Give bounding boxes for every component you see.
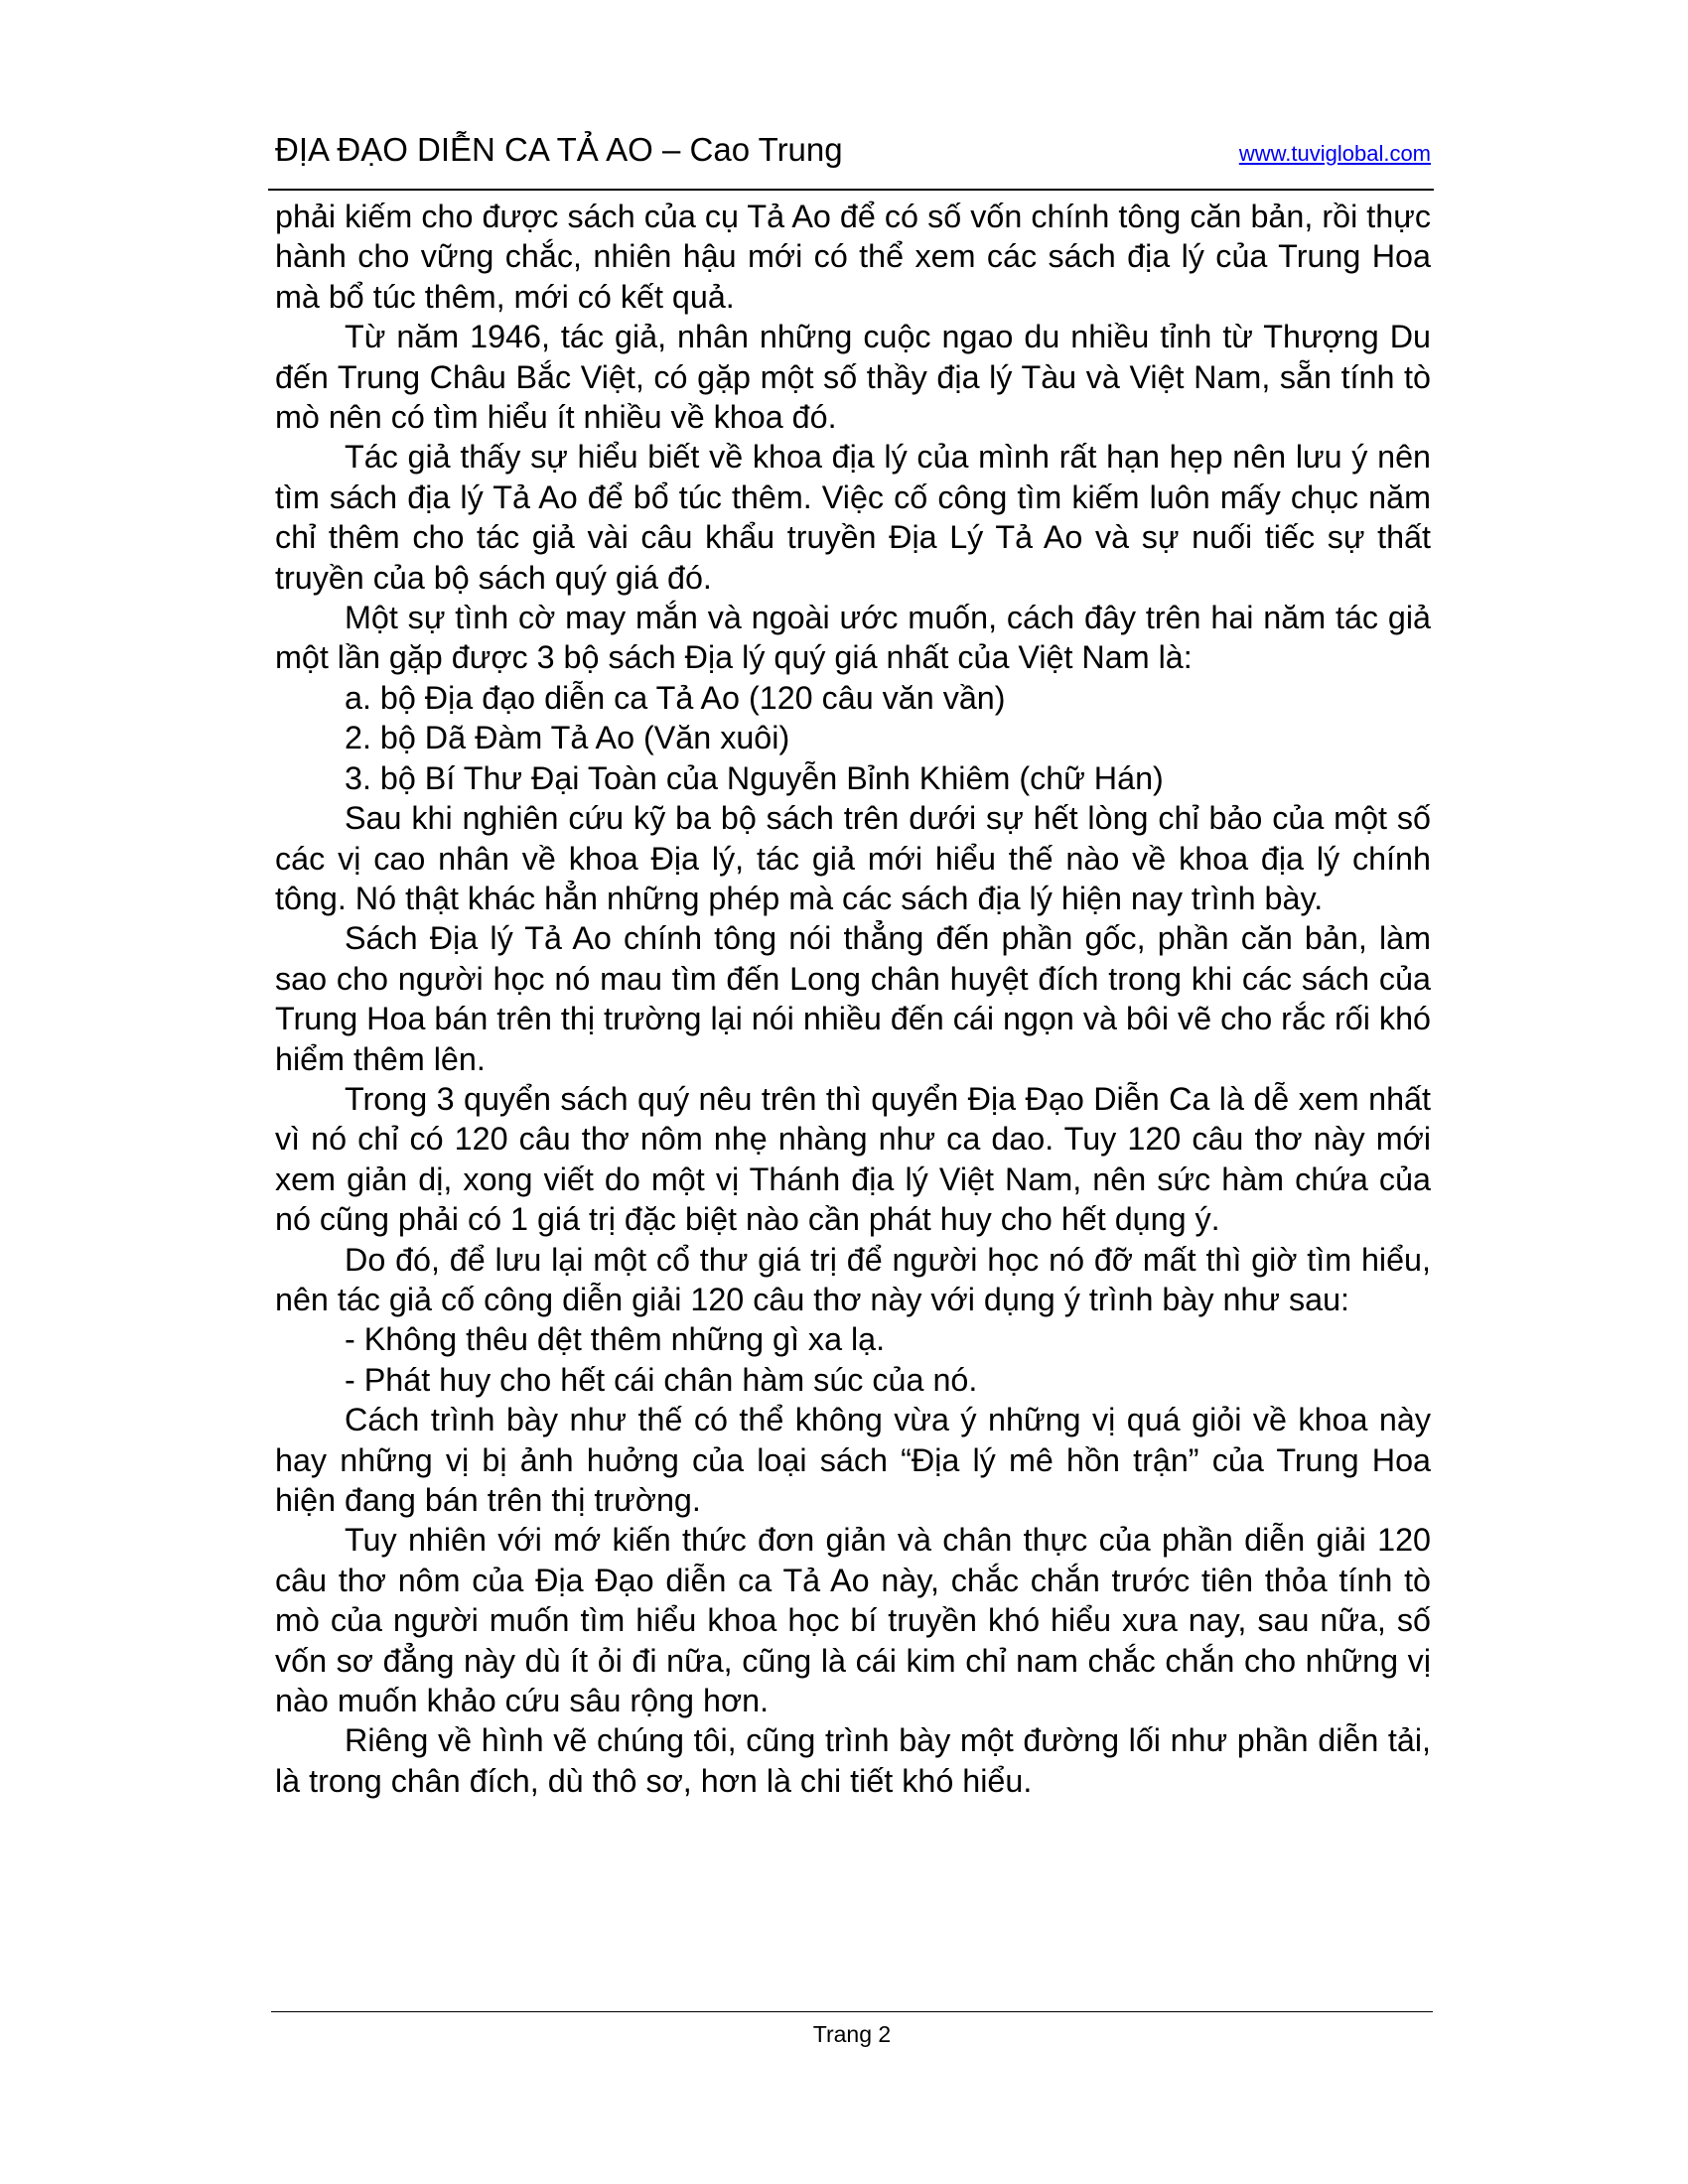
page-number: Trang 2 xyxy=(812,2021,892,2047)
paragraph: Riêng về hình vẽ chúng tôi, cũng trình bày một đường lối như phần diễn tải, là trong chân đích, dù thô sơ, hơn là chi tiết khó hiểu. xyxy=(275,1722,1431,1799)
paragraph: Do đó, để lưu lại một cổ thư giá trị để người học nó đỡ mất thì giờ tìm hiểu, nên tác giả cố công diễn giải 120 câu thơ này với dụng ý trình bày như sau: xyxy=(275,1241,1431,1317)
book-list-item: a. bộ Địa đạo diễn ca Tả Ao (120 câu văn vần) xyxy=(345,679,1006,716)
paragraph: Tác giả thấy sự hiểu biết về khoa địa lý của mình rất hạn hẹp nên lưu ý nên tìm sách địa lý Tả Ao để bổ túc thêm. Việc cố công tìm kiếm luôn mấy chục năm chỉ thêm cho tác giả vài câu khẩu truyền Địa Lý Tả Ao và sự nuối tiếc sự thất truyền của bộ sách quý giá đó. xyxy=(275,439,1431,596)
website-link[interactable]: www.tuviglobal.com xyxy=(1238,141,1431,166)
body-text xyxy=(275,197,1431,1801)
paragraph: Cách trình bày như thế có thể không vừa ý những vị quá giỏi về khoa này hay những vị bị ảnh huởng của loại sách “Địa lý mê hồn trận” của Trung Hoa hiện đang bán trên thị trường. xyxy=(275,1402,1431,1518)
document-title: ĐỊA ĐẠO DIỄN CA TẢ AO – Cao Trung xyxy=(275,131,843,168)
bullet-item: - Không thêu dệt thêm những gì xa lạ. xyxy=(345,1321,886,1358)
paragraph: Sách Địa lý Tả Ao chính tông nói thẳng đến phần gốc, phần căn bản, làm sao cho người học nó mau tìm đến Long chân huyệt đích trong khi các sách của Trung Hoa bán trên thị trường lại nói nhiều đến cái ngọn và bôi vẽ cho rắc rối khó hiểm thêm lên. xyxy=(275,920,1431,1077)
header-divider xyxy=(268,189,1434,191)
paragraph: Một sự tình cờ may mắn và ngoài ước muốn, cách đây trên hai năm tác giả một lần gặp được 3 bộ sách Địa lý quý giá nhất của Việt Nam là: xyxy=(275,600,1431,676)
book-list-item: 3. bộ Bí Thư Đại Toàn của Nguyễn Bỉnh Khiêm (chữ Hán) xyxy=(345,759,1164,796)
paragraph: Trong 3 quyển sách quý nêu trên thì quyển Địa Đạo Diễn Ca là dễ xem nhất vì nó chỉ có 120 câu thơ nôm nhẹ nhàng như ca dao. Tuy 120 câu thơ này mới xem giản dị, xong viết do một vị Thánh địa lý Việt Nam, nên sức hàm chứa của nó cũng phải có 1 giá trị đặc biệt nào cần phát huy cho hết dụng ý. xyxy=(275,1080,1431,1238)
paragraph: phải kiếm cho được sách của cụ Tả Ao để có số vốn chính tông căn bản, rồi thực hành cho vững chắc, nhiên hậu mới có thể xem các sách địa lý của Trung Hoa mà bổ túc thêm, mới có kết quả. xyxy=(275,199,1431,315)
paragraph: Tuy nhiên với mớ kiến thức đơn giản và chân thực của phần diễn giải 120 câu thơ nôm của Địa Đạo diễn ca Tả Ao này, chắc chắn trước tiên thỏa tính tò mò của người muốn tìm hiểu khoa học bí truyền khó hiểu xưa nay, sau nữa, số vốn sơ đẳng này dù ít ỏi đi nữa, cũng là cái kim chỉ nam chắc chắn cho những vị nào muốn khảo cứu sâu rộng hơn. xyxy=(275,1522,1431,1719)
paragraph: Sau khi nghiên cứu kỹ ba bộ sách trên dưới sự hết lòng chỉ bảo của một số các vị cao nhân về khoa Địa lý, tác giả mới hiểu thế nào về khoa địa lý chính tông. Nó thật khác hẳn những phép mà các sách địa lý hiện nay trình bày. xyxy=(275,800,1431,916)
bullet-item: - Phát huy cho hết cái chân hàm súc của nó. xyxy=(345,1361,978,1398)
page-header xyxy=(275,127,1431,177)
book-list-item: 2. bộ Dã Đàm Tả Ao (Văn xuôi) xyxy=(345,720,790,756)
paragraph: Từ năm 1946, tác giả, nhân những cuộc ngao du nhiều tỉnh từ Thượng Du đến Trung Châu Bắc Việt, có gặp một số thầy địa lý Tàu và Việt Nam, sẵn tính tò mò nên có tìm hiểu ít nhiều về khoa đó. xyxy=(275,319,1431,436)
footer-divider xyxy=(271,2011,1433,2012)
